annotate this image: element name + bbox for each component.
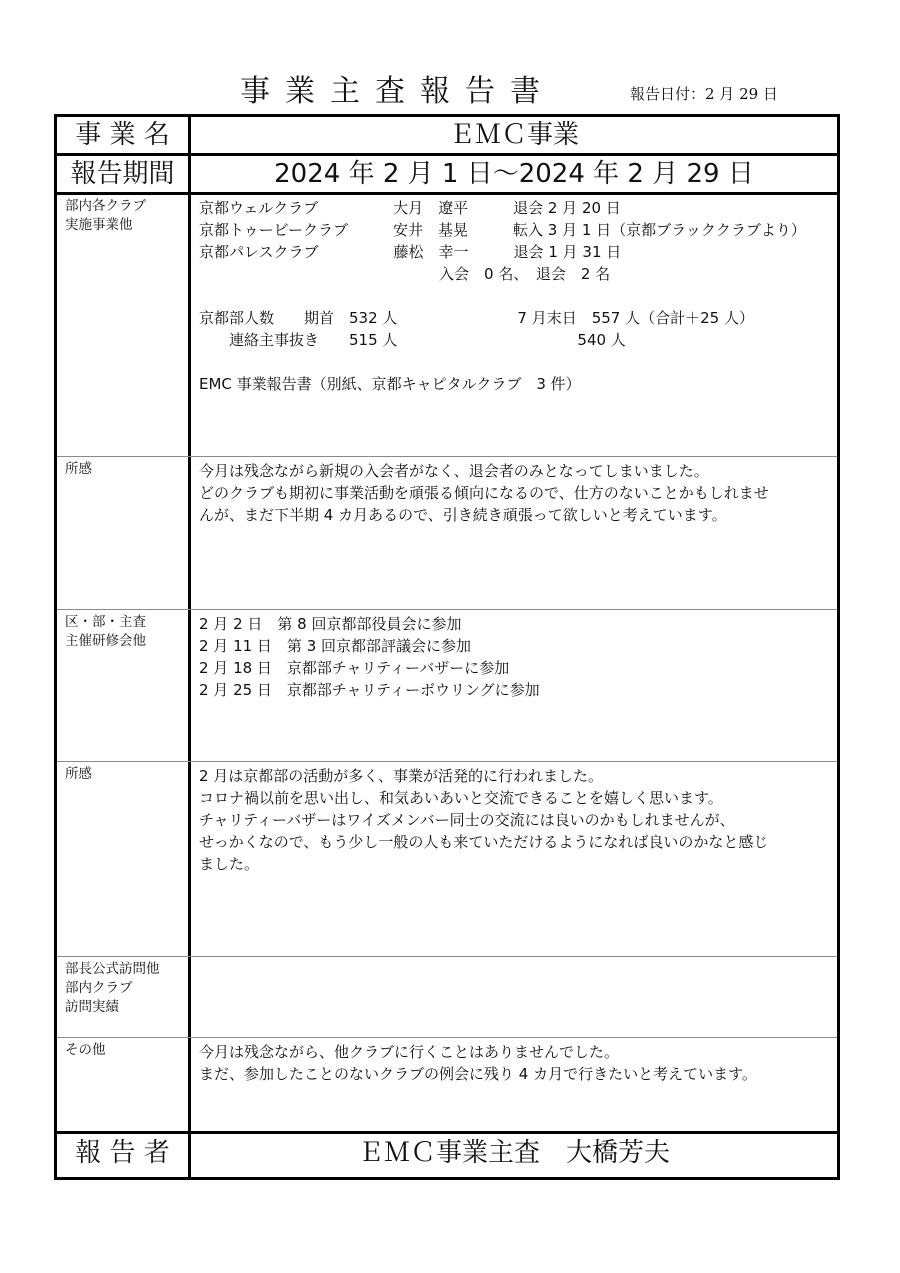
text-line: 2 月 2 日 第 8 回京都部役員会に参加 [199,615,462,633]
row-divider [57,456,837,457]
meetings-text [199,613,831,701]
impression-1-label: 所感 [65,461,92,477]
report-table [54,114,840,1180]
text-line: 今月は残念ながら新規の入会者がなく、退会者のみとなってしまいました。 [199,462,709,480]
business-name-label: 事 業 名 [75,120,170,150]
text-line: 入会 0 名、 退会 2 名 [199,265,611,283]
text-line: せっかくなので、もう少し一般の人も来ていただけるようになれば良いのかなと感じ [199,833,769,851]
reporter-label: 報 告 者 [75,1138,170,1168]
text-line: 京都トゥービークラブ 安井 基晃 転入 3 月 1 日（京都ブラッククラブより） [199,221,806,239]
row-divider [57,956,837,957]
club-activities-label: 部内各クラブ 実施事業他 [65,198,146,233]
text-line: んが、まだ下半期 4 カ月あるので、引き続き頑張って欲しいと考えています。 [199,506,727,524]
text-line: 京都ウェルクラブ 大月 遼平 退会 2 月 20 日 [199,199,621,217]
text-line: 京都部人数 期首 532 人 7 月末日 557 人（合計＋25 人） [199,309,754,327]
club-activities-text [199,197,831,395]
text-line: EMC 事業報告書（別紙、京都キャピタルクラブ 3 件） [199,375,581,393]
text-line: 京都パレスクラブ 藤松 幸一 退会 1 月 31 日 [199,243,622,261]
text-line: まだ、参加したことのないクラブの例会に残り 4 カ月で行きたいと考えています。 [199,1065,757,1083]
impression-2-text [199,765,831,875]
row-divider [57,761,837,762]
other-text [199,1041,831,1085]
column-divider [188,117,191,1177]
business-name-value: ＥＭＣ事業 [448,120,579,150]
text-line: 連絡主事抜き 515 人 540 人 [199,331,626,349]
text-line: チャリティーバザーはワイズメンバー同士の交流には良いのかもしれませんが、 [199,811,735,829]
text-line: 2 月 11 日 第 3 回京都部評議会に参加 [199,637,472,655]
text-line: 今月は残念ながら、他クラブに行くことはありませんでした。 [199,1043,620,1061]
row-divider [57,192,837,195]
text-line: 2 月 25 日 京都部チャリティーボウリングに参加 [199,681,540,699]
other-label: その他 [65,1042,106,1058]
row-divider [57,1131,837,1134]
text-line: コロナ禍以前を思い出し、和気あいあいと交流できることを嬉しく思います。 [199,789,723,807]
row-divider [57,609,837,610]
visits-label: 部長公式訪問他 部内クラブ 訪問実績 [65,961,160,1015]
impression-2-label: 所感 [65,766,92,782]
text-line [199,285,831,307]
row-divider [57,1037,837,1038]
reporter-value: ＥＭＣ事業主査 大橋芳夫 [357,1138,670,1168]
report-date: 報告日付：2 月 29 日 [630,85,778,103]
document-title: 事業主査報告書 [240,74,555,109]
text-line [199,351,831,373]
report-period-label: 報告期間 [70,159,175,189]
report-period-value: 2024 年 2 月 1 日～2024 年 2 月 29 日 [274,159,754,189]
text-line: ました。 [199,855,260,873]
text-line: 2 月は京都部の活動が多く、事業が活発的に行われました。 [199,767,604,785]
text-line: どのクラブも期初に事業活動を頑張る傾向になるので、仕方のないことかもしれませ [199,484,769,502]
text-line: 2 月 18 日 京都部チャリティーバザーに参加 [199,659,510,677]
meetings-label: 区・部・主査 主催研修会他 [65,614,146,649]
impression-1-text [199,460,831,526]
